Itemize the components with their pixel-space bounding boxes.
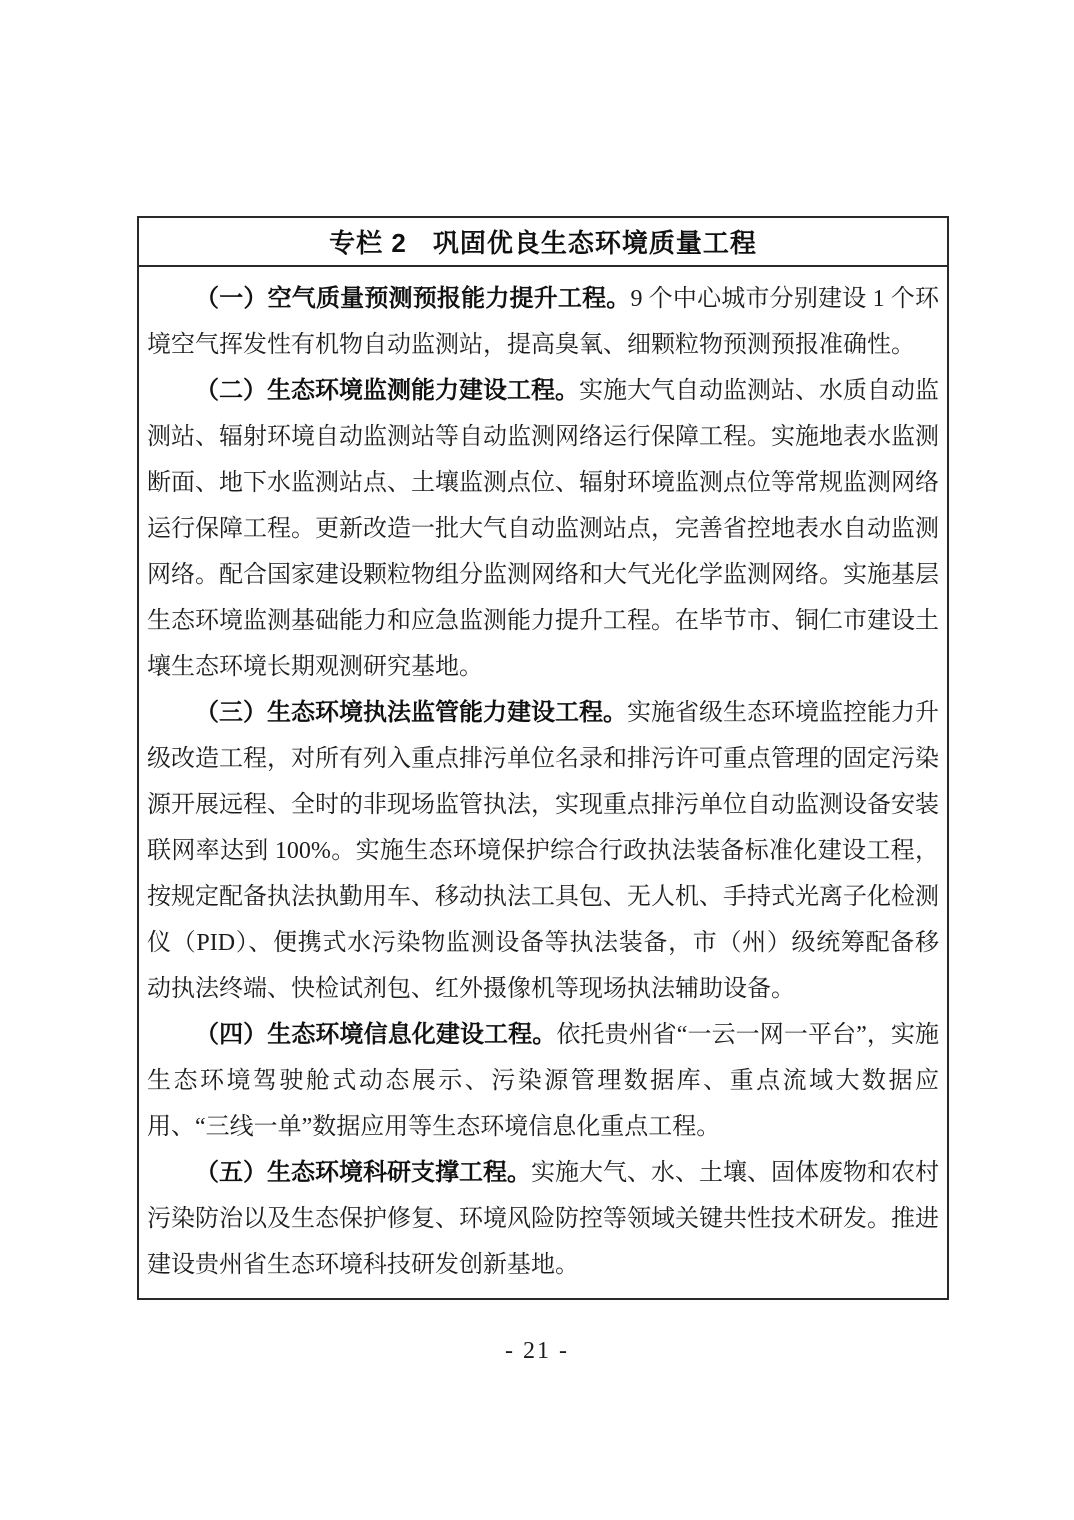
- paragraph: [147, 368, 939, 690]
- paragraph-body: 9 个中心城市分别建设 1 个环境空气挥发性有机物自动监测站，提高臭氧、细颗粒物预测预报准确性。: [147, 286, 939, 358]
- box-title-label: 专栏 2: [329, 228, 407, 258]
- paragraph: [147, 276, 939, 368]
- page-number: - 21 -: [505, 1338, 569, 1364]
- box-title-text: 巩固优良生态环境质量工程: [432, 228, 757, 258]
- paragraph: [147, 1150, 939, 1288]
- paragraph: [147, 1012, 939, 1150]
- paragraph-lead: （二）生态环境监测能力建设工程。: [195, 378, 579, 404]
- box-body: [139, 267, 947, 1298]
- paragraph: [147, 690, 939, 1012]
- paragraph-lead: （三）生态环境执法监管能力建设工程。: [195, 700, 627, 726]
- callout-box: [137, 216, 949, 1300]
- paragraph-lead: （四）生态环境信息化建设工程。: [195, 1022, 557, 1048]
- paragraph-lead: （五）生态环境科研支撑工程。: [195, 1160, 531, 1186]
- paragraph-body: 实施大气自动监测站、水质自动监测站、辐射环境自动监测站等自动监测网络运行保障工程。实施地表水监测断面、地下水监测站点、土壤监测点位、辐射环境监测点位等常规监测网络运行保障工程。更新改造一批大气自动监测站点，完善省控地表水自动监测网络。配合国家建设颗粒物组分监测网络和大气光化学监测网络。实施基层生态环境监测基础能力和应急监测能力提升工程。在毕节市、铜仁市建设土壤生态环境长期观测研究基地。: [147, 378, 939, 680]
- box-title: [139, 218, 947, 267]
- paragraph-body: 实施省级生态环境监控能力升级改造工程，对所有列入重点排污单位名录和排污许可重点管理的固定污染源开展远程、全时的非现场监管执法，实现重点排污单位自动监测设备安装联网率达到 100%。实施生态环境保护综合行政执法装备标准化建设工程，按规定配备执法执勤用车、移动执法工具包、无人机、手持式光离子化检测仪（PID）、便携式水污染物监测设备等执法装备，市（州）级统筹配备移动执法终端、快检试剂包、红外摄像机等现场执法辅助设备。: [147, 700, 939, 1002]
- paragraph-lead: （一）空气质量预测预报能力提升工程。: [195, 286, 631, 312]
- paragraph-body: 依托贵州省“一云一网一平台”，实施生态环境驾驶舱式动态展示、污染源管理数据库、重点流域大数据应用、“三线一单”数据应用等生态环境信息化重点工程。: [147, 1022, 940, 1140]
- paragraph-body: 实施大气、水、土壤、固体废物和农村污染防治以及生态保护修复、环境风险防控等领域关键共性技术研发。推进建设贵州省生态环境科技研发创新基地。: [147, 1160, 939, 1278]
